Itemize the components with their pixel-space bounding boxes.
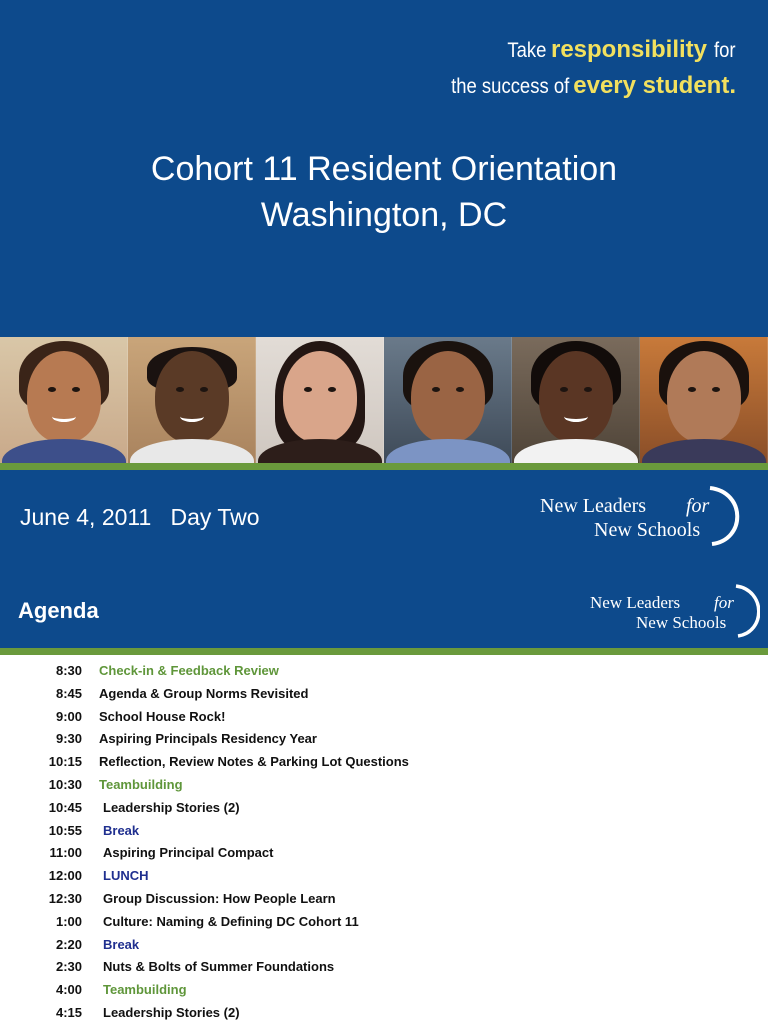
agenda-label: Reflection, Review Notes & Parking Lot Questions <box>99 754 409 770</box>
agenda-label: Check-in & Feedback Review <box>99 663 279 678</box>
agenda-item <box>0 1001 768 1024</box>
agenda-time: 10:30 <box>48 776 82 792</box>
agenda-heading: Agenda <box>18 598 99 623</box>
student-photo <box>640 337 768 463</box>
agenda-label: Break <box>103 822 140 838</box>
tagline-line-1 <box>435 32 736 68</box>
agenda-item <box>0 659 768 682</box>
agenda-label: Culture: Naming & Defining DC Cohort 11 <box>103 913 359 929</box>
logo-text-for: for <box>714 593 734 612</box>
student-photo <box>0 337 128 463</box>
tagline-word: the success of <box>450 75 569 98</box>
agenda-item <box>0 727 768 750</box>
tagline-word: Take <box>507 39 547 62</box>
logo-text-for: for <box>686 495 710 517</box>
new-leaders-logo <box>590 584 760 638</box>
agenda-time: 1:00 <box>55 913 82 929</box>
agenda-item <box>0 705 768 728</box>
student-photo <box>256 337 384 463</box>
slide-title <box>0 146 768 238</box>
agenda-time: 10:45 <box>48 799 82 815</box>
student-photo <box>512 337 640 463</box>
agenda-label: Teambuilding <box>99 776 183 792</box>
logo-arc-icon <box>710 488 737 544</box>
tagline-emphasis: every student. <box>573 72 736 99</box>
agenda-item <box>0 978 768 1001</box>
agenda-item <box>0 841 768 864</box>
agenda-label: Leadership Stories (2) <box>103 1004 240 1020</box>
agenda-item <box>0 750 768 773</box>
agenda-item <box>0 773 768 796</box>
agenda-label: Agenda & Group Norms Revisited <box>99 685 309 701</box>
agenda-time: 12:30 <box>48 890 82 906</box>
agenda-label: Nuts & Bolts of Summer Foundations <box>103 959 335 975</box>
agenda-time: 11:00 <box>49 845 82 861</box>
agenda-item <box>0 887 768 910</box>
agenda-time: 8:30 <box>55 663 82 678</box>
logo-text-line-2: New Schools <box>594 519 701 541</box>
agenda-item <box>0 819 768 842</box>
agenda-time: 9:30 <box>55 731 82 747</box>
agenda-time: 4:15 <box>55 1004 82 1020</box>
accent-stripe <box>0 648 768 655</box>
agenda-time: 9:00 <box>55 708 82 724</box>
date-text: June 4, 2011 Day Two <box>20 504 260 530</box>
agenda-label: LUNCH <box>103 868 149 884</box>
agenda-label: Aspiring Principal Compact <box>103 845 274 861</box>
agenda-item <box>0 910 768 933</box>
agenda-item <box>0 955 768 978</box>
agenda-time: 12:00 <box>48 868 82 884</box>
agenda-time: 8:45 <box>55 685 82 701</box>
agenda-item <box>0 933 768 956</box>
tagline-emphasis: responsibility <box>550 36 708 63</box>
title-line-1: Cohort 11 Resident Orientation <box>150 150 618 188</box>
agenda-label: Break <box>103 936 140 952</box>
agenda-time: 2:20 <box>55 936 82 952</box>
logo-arc-icon <box>736 586 759 636</box>
logo-text-line-1: New Leaders <box>590 593 681 612</box>
student-photo <box>128 337 256 463</box>
agenda-list <box>0 659 768 1024</box>
logo-text-line-2: New Schools <box>636 613 727 632</box>
tagline-word: for <box>714 39 736 62</box>
agenda-label: School House Rock! <box>99 708 226 724</box>
student-photo-strip <box>0 337 768 463</box>
agenda-label: Group Discussion: How People Learn <box>103 890 336 906</box>
tagline-line-2 <box>435 68 736 104</box>
agenda-time: 10:55 <box>48 822 82 838</box>
agenda-label: Teambuilding <box>103 982 187 998</box>
title-line-2: Washington, DC <box>260 196 508 234</box>
agenda-time: 2:30 <box>55 959 82 975</box>
agenda-label: Aspiring Principals Residency Year <box>99 731 317 747</box>
agenda-item <box>0 864 768 887</box>
agenda-time: 10:15 <box>48 754 82 770</box>
agenda-label: Leadership Stories (2) <box>103 799 240 815</box>
logo-text-line-1: New Leaders <box>540 495 647 517</box>
tagline <box>435 32 736 104</box>
accent-stripe <box>0 463 768 470</box>
agenda-item <box>0 682 768 705</box>
student-photo <box>384 337 512 463</box>
new-leaders-logo <box>540 486 740 546</box>
agenda-item <box>0 796 768 819</box>
agenda-time: 4:00 <box>55 982 82 998</box>
